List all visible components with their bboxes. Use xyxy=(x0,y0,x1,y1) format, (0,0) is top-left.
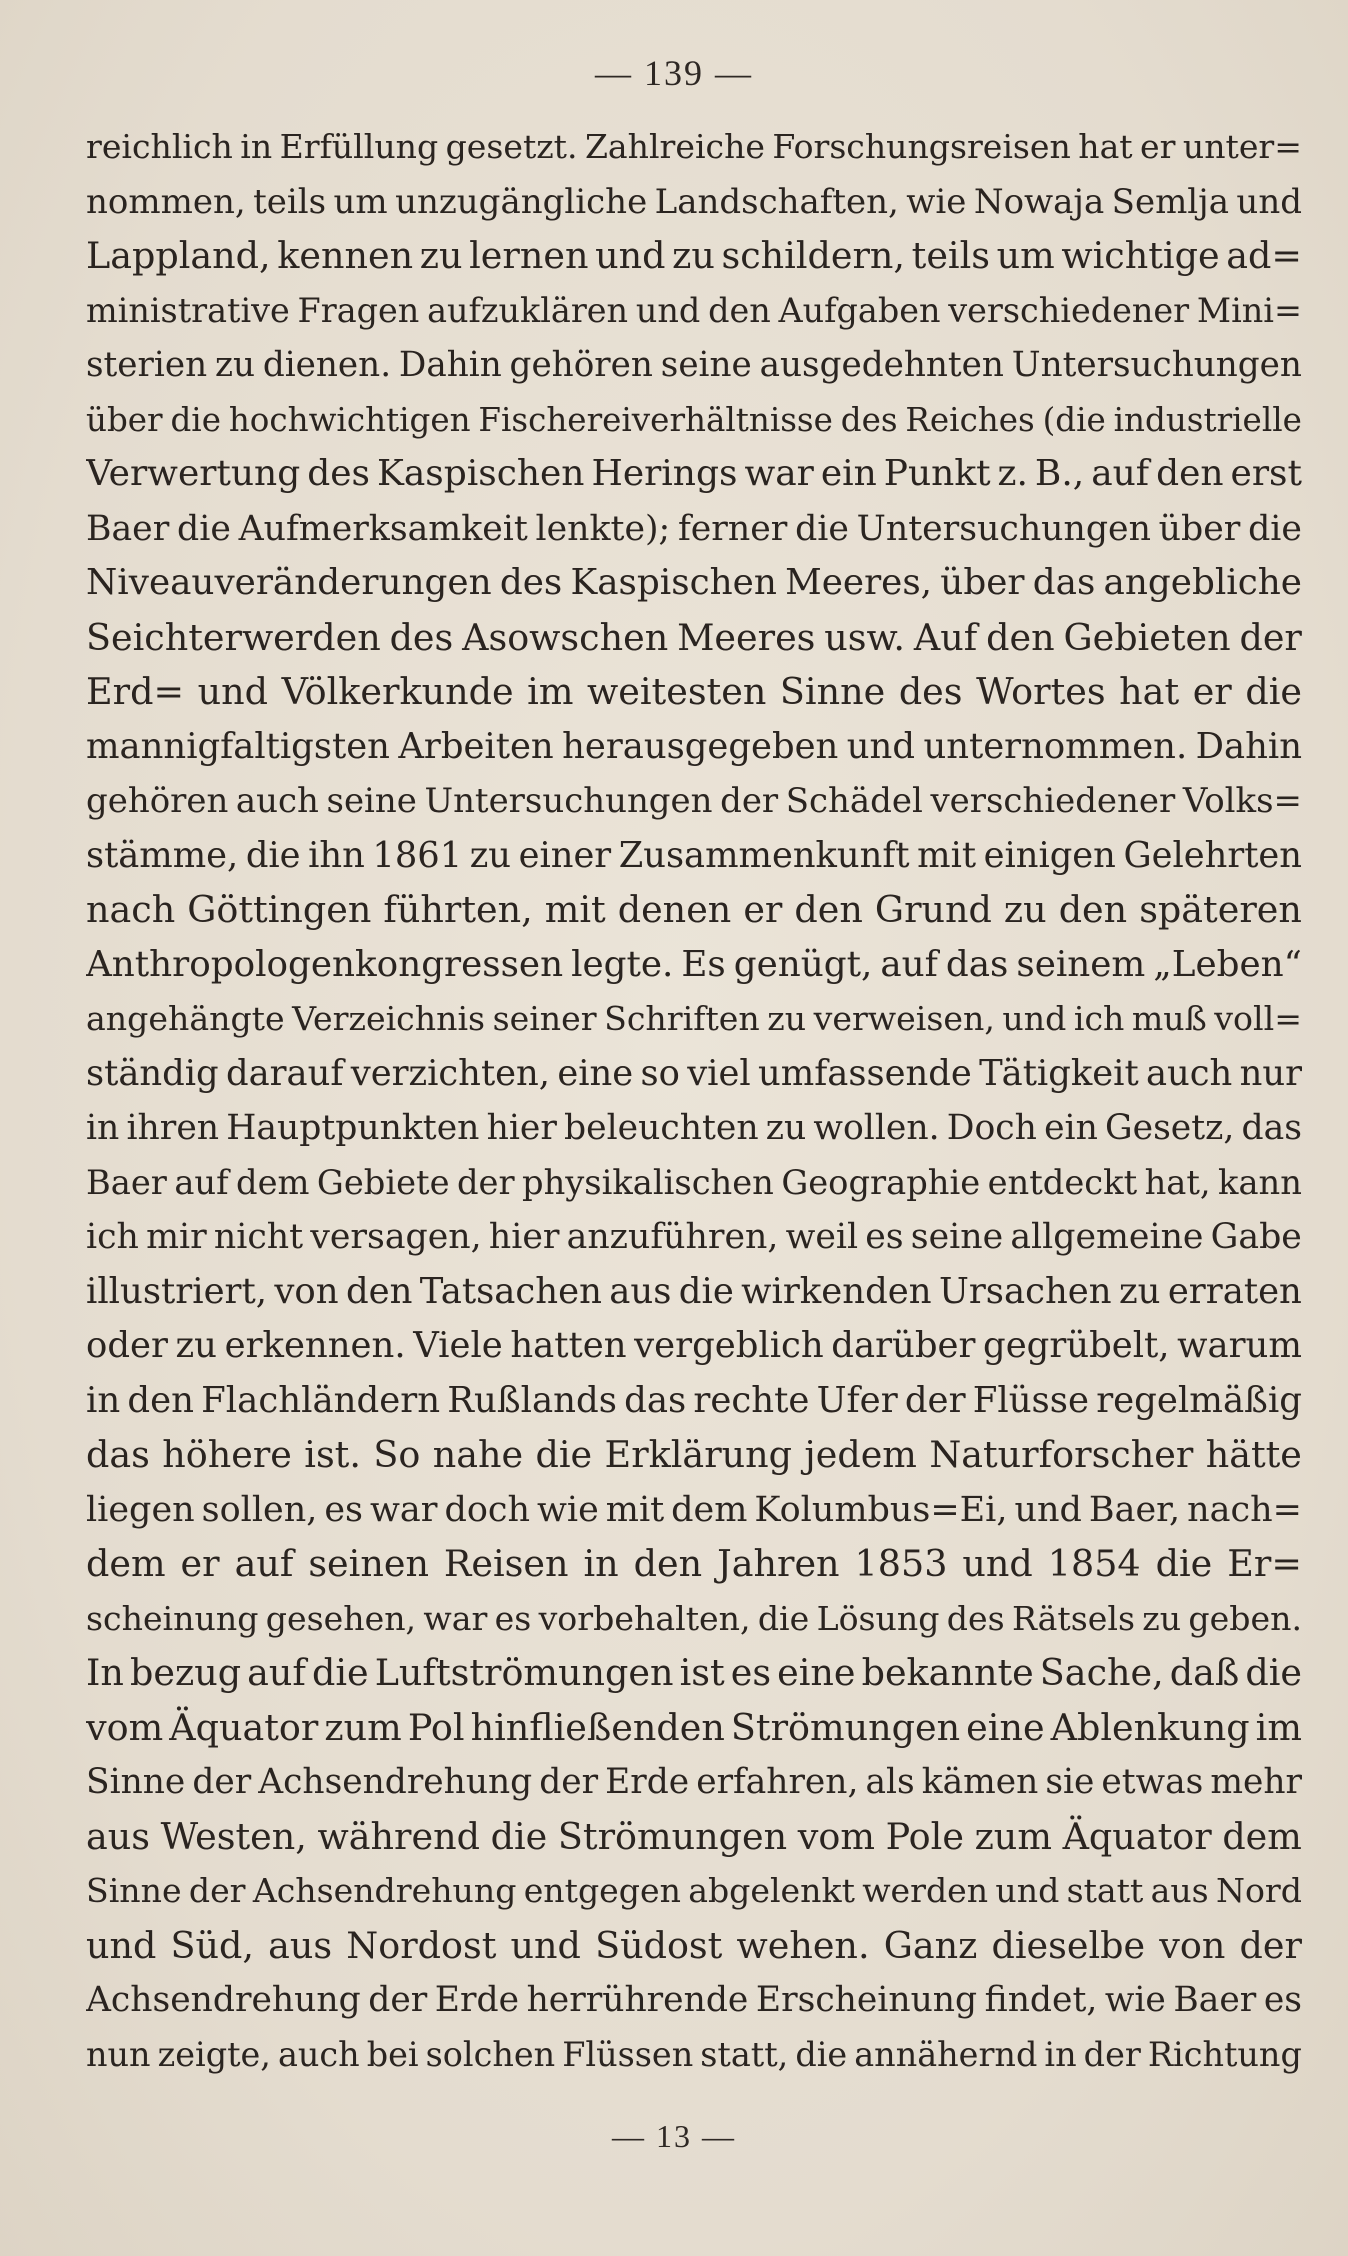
text-line: ständig darauf verzichten, eine so viel umfassende Tätigkeit auch nur xyxy=(86,1052,1302,1094)
sheet-signature: — 13 — xyxy=(612,2118,736,2154)
text-line: reichlich in Erfüllung gesetzt. Zahlreiche Forschungsreisen hat er unter= xyxy=(86,127,1302,166)
text-line: nach Göttingen führten, mit denen er den Grund zu den späteren xyxy=(86,888,1302,931)
text-line: Lappland, kennen zu lernen und zu schildern, teils um wichtige ad= xyxy=(86,234,1302,277)
text-line: in den Flachländern Rußlands das rechte Ufer der Flüsse regelmäßig xyxy=(86,1379,1302,1421)
text-line: Baer auf dem Gebiete der physikalischen Geographie entdeckt hat, kann xyxy=(86,1162,1302,1202)
text-line: Achsendrehung der Erde herrührende Erscheinung findet, wie Baer es xyxy=(86,1980,1302,2020)
text-line: Sinne der Achsendrehung der Erde erfahren, als kämen sie etwas mehr xyxy=(86,1762,1302,1802)
text-line: illustriert, von den Tatsachen aus die wirkenden Ursachen zu erraten xyxy=(86,1270,1302,1312)
text-line: liegen sollen, es war doch wie mit dem Kolumbus=Ei, und Baer, nach= xyxy=(86,1489,1302,1530)
text-line: in ihren Hauptpunkten hier beleuchten zu wollen. Doch ein Gesetz, das xyxy=(86,1108,1302,1148)
text-line: gehören auch seine Untersuchungen der Schädel verschiedener Volks= xyxy=(86,781,1302,821)
text-line: und Süd, aus Nordost und Südost wehen. Ganz dieselbe von der xyxy=(86,1923,1302,1967)
text-line: Anthropologenkongressen legte. Es genügt, auf das seinem „Leben“ xyxy=(86,943,1302,985)
text-line: stämme, die ihn 1861 zu einer Zusammenkunft mit einigen Gelehrten xyxy=(86,834,1302,876)
text-line: Verwertung des Kaspischen Herings war ein Punkt z. B., auf den erst xyxy=(86,453,1302,494)
text-line: In bezug auf die Luftströmungen ist es eine bekannte Sache, daß die xyxy=(86,1651,1302,1694)
text-line: Seichterwerden des Asowschen Meeres usw. Auf den Gebieten der xyxy=(86,615,1302,659)
page-number: — 139 — xyxy=(595,53,753,93)
text-line: angehängte Verzeichnis seiner Schriften zu verweisen, und ich muß voll= xyxy=(86,999,1302,1038)
text-line: oder zu erkennen. Viele hatten vergeblich darüber gegrübelt, warum xyxy=(86,1325,1302,1366)
text-line: aus Westen, während die Strömungen vom Pole zum Äquator dem xyxy=(86,1814,1302,1858)
text-line: nommen, teils um unzugängliche Landschaften, wie Nowaja Semlja und xyxy=(86,181,1302,222)
text-line: Niveauveränderungen des Kaspischen Meeres, über das angebliche xyxy=(86,562,1302,603)
text-line: ministrative Fragen aufzuklären und den Aufgaben verschiedener Mini= xyxy=(86,290,1302,330)
text-line: Baer die Aufmerksamkeit lenkte); ferner die Untersuchungen über die xyxy=(86,508,1302,549)
body-text xyxy=(86,120,1302,2082)
text-line: dem er auf seinen Reisen in den Jahren 1853 und 1854 die Er= xyxy=(86,1542,1302,1585)
text-line: scheinung gesehen, war es vorbehalten, die Lösung des Rätsels zu geben. xyxy=(86,1598,1302,1638)
text-line: Sinne der Achsendrehung entgegen abgelenkt werden und statt aus Nord xyxy=(86,1871,1302,1910)
text-line: vom Äquator zum Pol hinfließenden Strömungen eine Ablenkung im xyxy=(86,1705,1302,1749)
text-line: über die hochwichtigen Fischereiverhältnisse des Reiches (die industrielle xyxy=(86,400,1302,439)
text-line: ich mir nicht versagen, hier anzuführen, weil es seine allgemeine Gabe xyxy=(86,1217,1302,1257)
text-line: sterien zu dienen. Dahin gehören seine ausgedehnten Untersuchungen xyxy=(86,345,1302,385)
text-line: nun zeigte, auch bei solchen Flüssen statt, die annähernd in der Richtung xyxy=(86,2034,1302,2074)
text-line: Erd= und Völkerkunde im weitesten Sinne des Wortes hat er die xyxy=(86,670,1302,713)
text-line: das höhere ist. So nahe die Erklärung jedem Naturforscher hätte xyxy=(86,1433,1302,1476)
text-line: mannigfaltigsten Arbeiten herausgegeben und unternommen. Dahin xyxy=(86,725,1302,767)
